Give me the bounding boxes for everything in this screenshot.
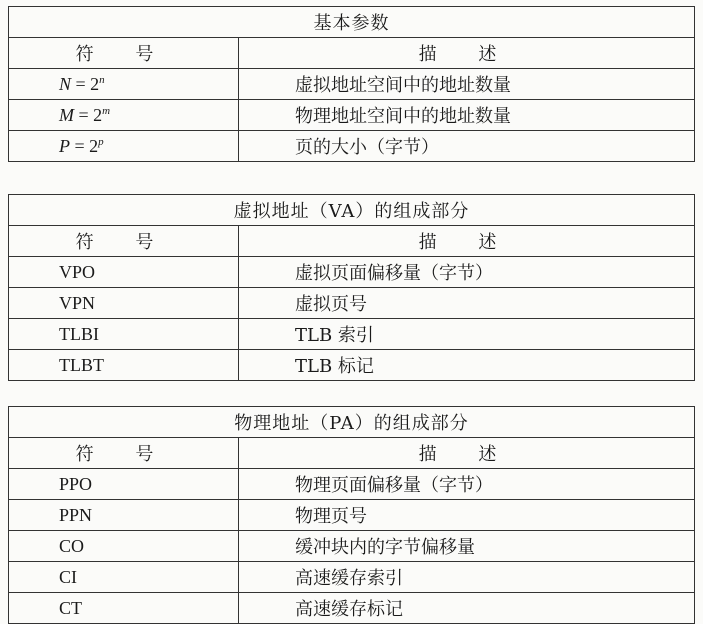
table-row <box>9 500 695 531</box>
description-column-header: 描 述 <box>239 226 695 257</box>
table-header-row <box>9 438 695 469</box>
formula-variable: N <box>59 73 72 94</box>
physical-address-table <box>8 406 695 624</box>
description-column-header: 描 述 <box>239 38 695 69</box>
table-row <box>9 257 695 288</box>
symbol-cell: CT <box>9 593 239 624</box>
description-column-header: 描 述 <box>239 438 695 469</box>
description-cell: 虚拟地址空间中的地址数量 <box>239 69 695 100</box>
basic-params-table <box>8 6 695 162</box>
formula-variable: M <box>59 104 74 125</box>
symbol-cell: VPO <box>9 257 239 288</box>
symbol-cell <box>9 100 239 131</box>
symbol-column-header: 符 号 <box>9 38 239 69</box>
symbol-cell: TLBT <box>9 350 239 381</box>
table-row <box>9 531 695 562</box>
formula-base: 2 <box>93 104 103 125</box>
formula-exponent: n <box>99 73 105 86</box>
table-header-row <box>9 38 695 69</box>
formula-exponent: p <box>98 135 104 148</box>
table-row <box>9 469 695 500</box>
symbol-cell: VPN <box>9 288 239 319</box>
formula-base: 2 <box>90 73 100 94</box>
formula-variable: P <box>59 135 70 156</box>
table-caption-row <box>9 407 695 438</box>
formula-equals: = <box>70 135 90 156</box>
symbol-column-header: 符 号 <box>9 438 239 469</box>
symbol-cell <box>9 69 239 100</box>
table-caption-row <box>9 195 695 226</box>
table-caption: 基本参数 <box>9 7 695 38</box>
symbol-cell: TLBI <box>9 319 239 350</box>
formula-base: 2 <box>89 135 99 156</box>
table-row <box>9 131 695 162</box>
symbol-cell: CI <box>9 562 239 593</box>
symbol-column-header: 符 号 <box>9 226 239 257</box>
description-cell: 缓冲块内的字节偏移量 <box>239 531 695 562</box>
symbol-cell: CO <box>9 531 239 562</box>
table-caption: 物理地址（PA）的组成部分 <box>9 407 695 438</box>
table-row <box>9 100 695 131</box>
formula-equals: = <box>74 104 94 125</box>
table-row <box>9 69 695 100</box>
symbol-cell: PPO <box>9 469 239 500</box>
symbol-cell <box>9 131 239 162</box>
symbol-formula <box>59 74 105 94</box>
symbol-formula <box>59 105 110 125</box>
table-row <box>9 350 695 381</box>
symbol-formula <box>59 136 104 156</box>
symbol-cell: PPN <box>9 500 239 531</box>
table-row <box>9 288 695 319</box>
virtual-address-table <box>8 194 695 381</box>
table-row <box>9 562 695 593</box>
description-cell: 虚拟页面偏移量（字节） <box>239 257 695 288</box>
description-cell: TLB 索引 <box>239 319 695 350</box>
table-header-row <box>9 226 695 257</box>
description-cell: 物理地址空间中的地址数量 <box>239 100 695 131</box>
description-cell: 物理页面偏移量（字节） <box>239 469 695 500</box>
table-caption: 虚拟地址（VA）的组成部分 <box>9 195 695 226</box>
description-cell: 高速缓存标记 <box>239 593 695 624</box>
description-cell: 页的大小（字节） <box>239 131 695 162</box>
formula-exponent: m <box>102 104 111 117</box>
description-cell: 虚拟页号 <box>239 288 695 319</box>
table-row <box>9 319 695 350</box>
description-cell: 高速缓存索引 <box>239 562 695 593</box>
table-caption-row <box>9 7 695 38</box>
description-cell: 物理页号 <box>239 500 695 531</box>
description-cell: TLB 标记 <box>239 350 695 381</box>
formula-equals: = <box>71 73 91 94</box>
